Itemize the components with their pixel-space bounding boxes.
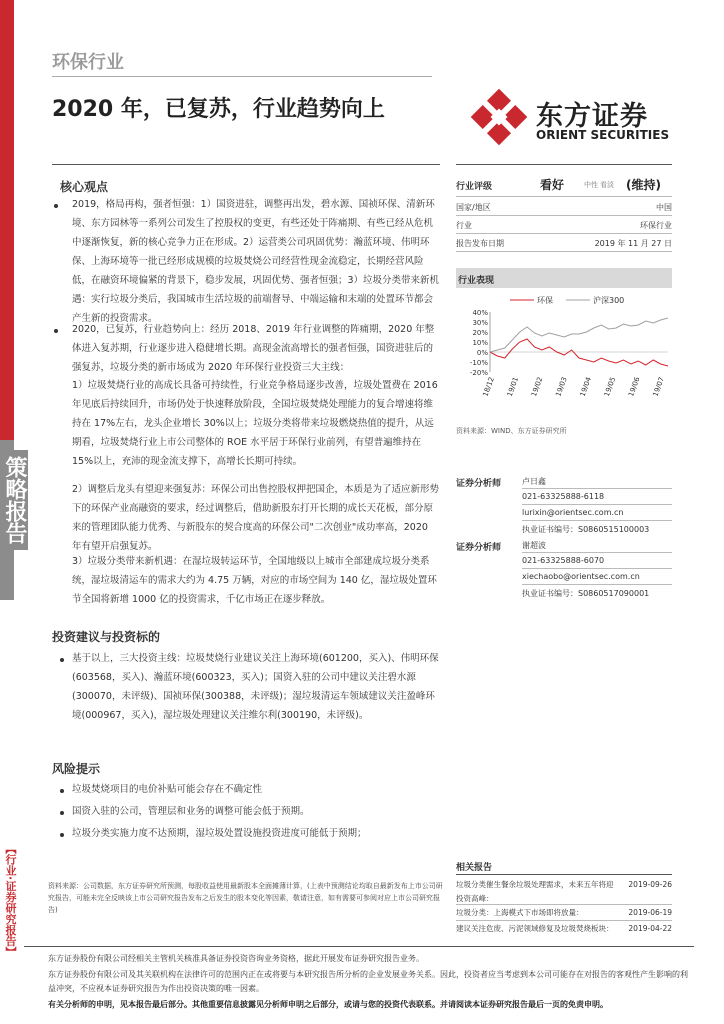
x-tick-label: 18/12	[481, 375, 496, 398]
y-tick-label: 40%	[472, 309, 488, 317]
report-type-label: 策略报告	[0, 450, 28, 550]
trend-title: 行业表现	[458, 276, 495, 286]
trend-header	[456, 268, 672, 288]
divider	[456, 904, 672, 905]
x-tick-label: 19/07	[651, 375, 666, 398]
divider	[522, 504, 672, 505]
risk-title: 风险提示	[52, 762, 101, 776]
series-line	[490, 339, 668, 366]
related-reports-title: 相关报告	[456, 863, 493, 873]
logo-text-en: ORIENT SECURITIES	[536, 128, 670, 142]
bullet	[54, 329, 58, 333]
analyst-email[interactable]: lurixin@orientsec.com.cn	[522, 508, 624, 517]
info-value: 环保行业	[640, 221, 672, 230]
industry-tag: 环保行业	[52, 52, 124, 73]
x-tick-label: 19/02	[530, 375, 545, 398]
info-row	[456, 198, 672, 215]
y-tick-label: -20%	[469, 369, 488, 377]
related-report-item[interactable]	[456, 878, 672, 906]
rating-maintain: (维持)	[626, 178, 661, 192]
divider	[522, 552, 672, 553]
left-column-rule	[52, 164, 440, 165]
analyst-phone: 021-63325888-6118	[522, 492, 605, 501]
rating-value: 看好	[540, 178, 565, 192]
analyst-cert: 执业证书编号：S0860515100003	[522, 525, 650, 534]
core-para-3: 1）垃圾焚烧行业的高成长具备可持续性，行业竞争格局逐步改善，垃圾处置费在 2016 年见底后持续回升，市场仍处于快速释放阶段，全国垃圾焚烧处理能力的复合增速将维持在 17%左右，龙头企业增长 30%以上；垃圾分类将带来垃圾燃烧热值的提升，从远期看，垃圾焚烧行业上市公司整体的 ROE 水平居于环保行业前列，有望普遍维持在 15%以上，充沛的现金流支撑下，高增长长期可持续。	[72, 380, 438, 467]
info-row	[456, 234, 672, 251]
analyst-phone: 021-63325888-6070	[522, 556, 605, 565]
page-title: 2020 年，已复苏，行业趋势向上	[52, 97, 385, 122]
analyst-cert: 执业证书编号：S0860517090001	[522, 589, 650, 598]
y-tick-label: 20%	[472, 329, 488, 337]
x-tick-label: 19/04	[578, 375, 594, 398]
related-report-date: 2019-06-19	[628, 908, 672, 917]
divider	[522, 568, 672, 569]
footnote: 资料来源：公司数据，东方证券研究所预测，每股收益使用最新股本全面摊薄计算，(上表中预测结论均取自最新发布上市公司研究报告，可能未完全反映该上市公司研究报告发布之后发生的股本变化等因素，敬请注意，如有需要可参阅对应上市公司研究报告)	[48, 882, 443, 914]
divider	[456, 196, 672, 197]
divider	[522, 584, 672, 585]
info-key: 报告发布日期	[456, 239, 504, 248]
info-value: 中国	[656, 203, 672, 212]
rating-row	[456, 172, 672, 194]
core-views-title: 核心观点	[60, 180, 109, 194]
risk-item-2: 国资入驻的公司，管理层和业务的调整可能会低于预期。	[72, 806, 310, 817]
y-tick-label: 30%	[472, 319, 488, 327]
analyst-block	[456, 476, 672, 606]
company-logo	[470, 88, 680, 148]
legend-label: 环保	[537, 296, 553, 305]
industry-performance-chart	[456, 292, 672, 416]
y-tick-label: 0%	[476, 349, 488, 357]
risk-item-1: 垃圾焚烧项目的电价补贴可能会存在不确定性	[72, 784, 263, 795]
analyst-role: 证券分析师	[456, 543, 502, 553]
chart-source: 资料来源：WIND、东方证券研究所	[456, 427, 567, 435]
related-report-date: 2019-09-26	[628, 880, 672, 889]
header-divider	[52, 76, 432, 77]
analyst-name: 卢日鑫	[522, 477, 546, 486]
info-value: 2019 年 11 月 27 日	[594, 239, 672, 248]
core-para-1: 2019，格局再构，强者恒强：1）国资进驻，调整再出发，碧水源、国祯环保、清新环境、东方园林等一系列公司发生了控股权的变更，有些还处于阵痛期、有些已经从危机中逐渐恢复，新的核心竞争力正在形成。2）运营类公司巩固优势：瀚蓝环境、伟明环保、上海环境等一批已经形成规模的垃圾焚烧公司经营性现金流稳定，长期经营风险低，在融资环境偏紧的背景下，稳步发展，巩固优势、强者恒强；3）垃圾分类带来新机遇：实行垃圾分类后，我国城市生活垃圾的前端督导、中端运输和末端的处置环节都会产生新的投资需求。	[72, 199, 440, 324]
related-report-date: 2019-04-22	[628, 924, 672, 933]
bullet	[54, 204, 58, 208]
footer-line-1: 东方证券股份有限公司经相关主管机关核准具备证券投资咨询业务资格，据此开展发布证券研究报告业务。	[48, 954, 424, 963]
divider	[456, 920, 672, 921]
bullet	[60, 833, 64, 837]
core-para-2: 2020，已复苏，行业趋势向上：经历 2018、2019 年行业调整的阵痛期，2020 年整体进入复苏期，行业逐步进入稳健增长期。高现金流高增长的强者恒强，国资进驻后的强复苏，垃圾分类的新市场成为 2020 年环保行业投资三大主线：	[72, 324, 435, 373]
risk-item-3: 垃圾分类实施力度不达预期，湿垃圾处置设施投资进度可能低于预期；	[72, 828, 367, 839]
right-column-rule	[456, 164, 672, 165]
x-tick-label: 19/06	[627, 375, 642, 398]
related-report-title: 垃圾分类：上海模式下市场即将放量：	[456, 908, 584, 917]
rating-bearish: 看淡	[600, 181, 614, 189]
bullet	[60, 811, 64, 815]
divider	[522, 488, 672, 489]
x-tick-label: 19/05	[602, 375, 618, 398]
logo-mark-icon	[470, 88, 528, 146]
x-tick-label: 19/03	[554, 375, 569, 398]
core-para-5: 3）垃圾分类带来新机遇：在湿垃圾转运环节，全国地级以上城市全部建成垃圾分类系统，湿垃圾清运车的需求大约为 4.75 万辆，对应的市场空间为 140 亿，湿垃圾处置环节全国将新增 1000 亿的投资需求，千亿市场正在逐步释放。	[72, 556, 437, 605]
investment-para: 基于以上，三大投资主线：垃圾焚烧行业建议关注上海环境(601200，买入)、伟明环保(603568，买入)、瀚蓝环境(600323，买入)；国资入驻的公司中建议关注碧水源(300070，未评级)、国祯环保(300388，未评级)；湿垃圾清运车领域建议关注盈峰环境(000967，买入)，湿垃圾处理建议关注维尔利(300190，未评级)。	[72, 653, 439, 721]
footer-divider	[24, 946, 694, 947]
divider	[456, 874, 672, 875]
analyst-name: 谢超波	[522, 541, 546, 550]
related-report-title: 建议关注危废、污泥领域修复及垃圾焚烧板块：	[456, 924, 614, 933]
core-para-4: 2）调整后龙头有望迎来强复苏：环保公司出售控股权押把国企，本质是为了适应新形势下的环保产业高融资的要求，经过调整后，借助新股东打开长期的成长天花板，部分原来的管理团队能力优秀、与新股东的契合度高的环保公司"二次创业"成功率高，2020 年有望开启强复苏。	[72, 484, 440, 552]
series-line	[490, 318, 668, 352]
x-tick-label: 19/01	[505, 375, 521, 398]
y-tick-label: 10%	[472, 339, 488, 347]
info-row	[456, 216, 672, 233]
related-report-item[interactable]	[456, 906, 672, 920]
left-strip-red	[0, 0, 14, 440]
analyst-email[interactable]: xiechaobo@orientsec.com.cn	[522, 572, 640, 581]
rating-neutral: 中性	[584, 181, 598, 189]
bullet	[60, 789, 64, 793]
footer-disclaimer: 有关分析师的申明，见本报告最后部分。其他重要信息披露见分析师申明之后部分，或请与您的投资代表联系。并请阅读本证券研究报告最后一页的免责申明。	[48, 1000, 608, 1009]
investment-title: 投资建议与投资标的	[52, 630, 161, 644]
report-category-vertical: 【行业·证券研究报告】	[4, 842, 17, 958]
y-tick-label: -10%	[469, 359, 488, 367]
rating-label: 行业评级	[456, 182, 493, 192]
related-report-title: 垃圾分类催生餐余垃圾处理需求，未来五年将迎投资高峰：	[456, 880, 614, 903]
divider	[522, 520, 672, 521]
bullet	[60, 658, 64, 662]
divider	[456, 251, 672, 252]
legend-label: 沪深300	[593, 296, 625, 305]
footer-line-2: 东方证券股份有限公司及其关联机构在法律许可的范围内正在或将要与本研究报告所分析的企业发展业务关系。因此，投资者应当考虑到本公司可能存在对报告的客观性产生影响的利益冲突，不应视本证券研究报告为作出投资决策的唯一因素。	[48, 970, 688, 993]
analyst-role: 证券分析师	[456, 479, 502, 489]
info-key: 国家/地区	[456, 203, 491, 212]
info-key: 行业	[456, 221, 472, 230]
logo-text-cn: 东方证券	[536, 101, 648, 132]
